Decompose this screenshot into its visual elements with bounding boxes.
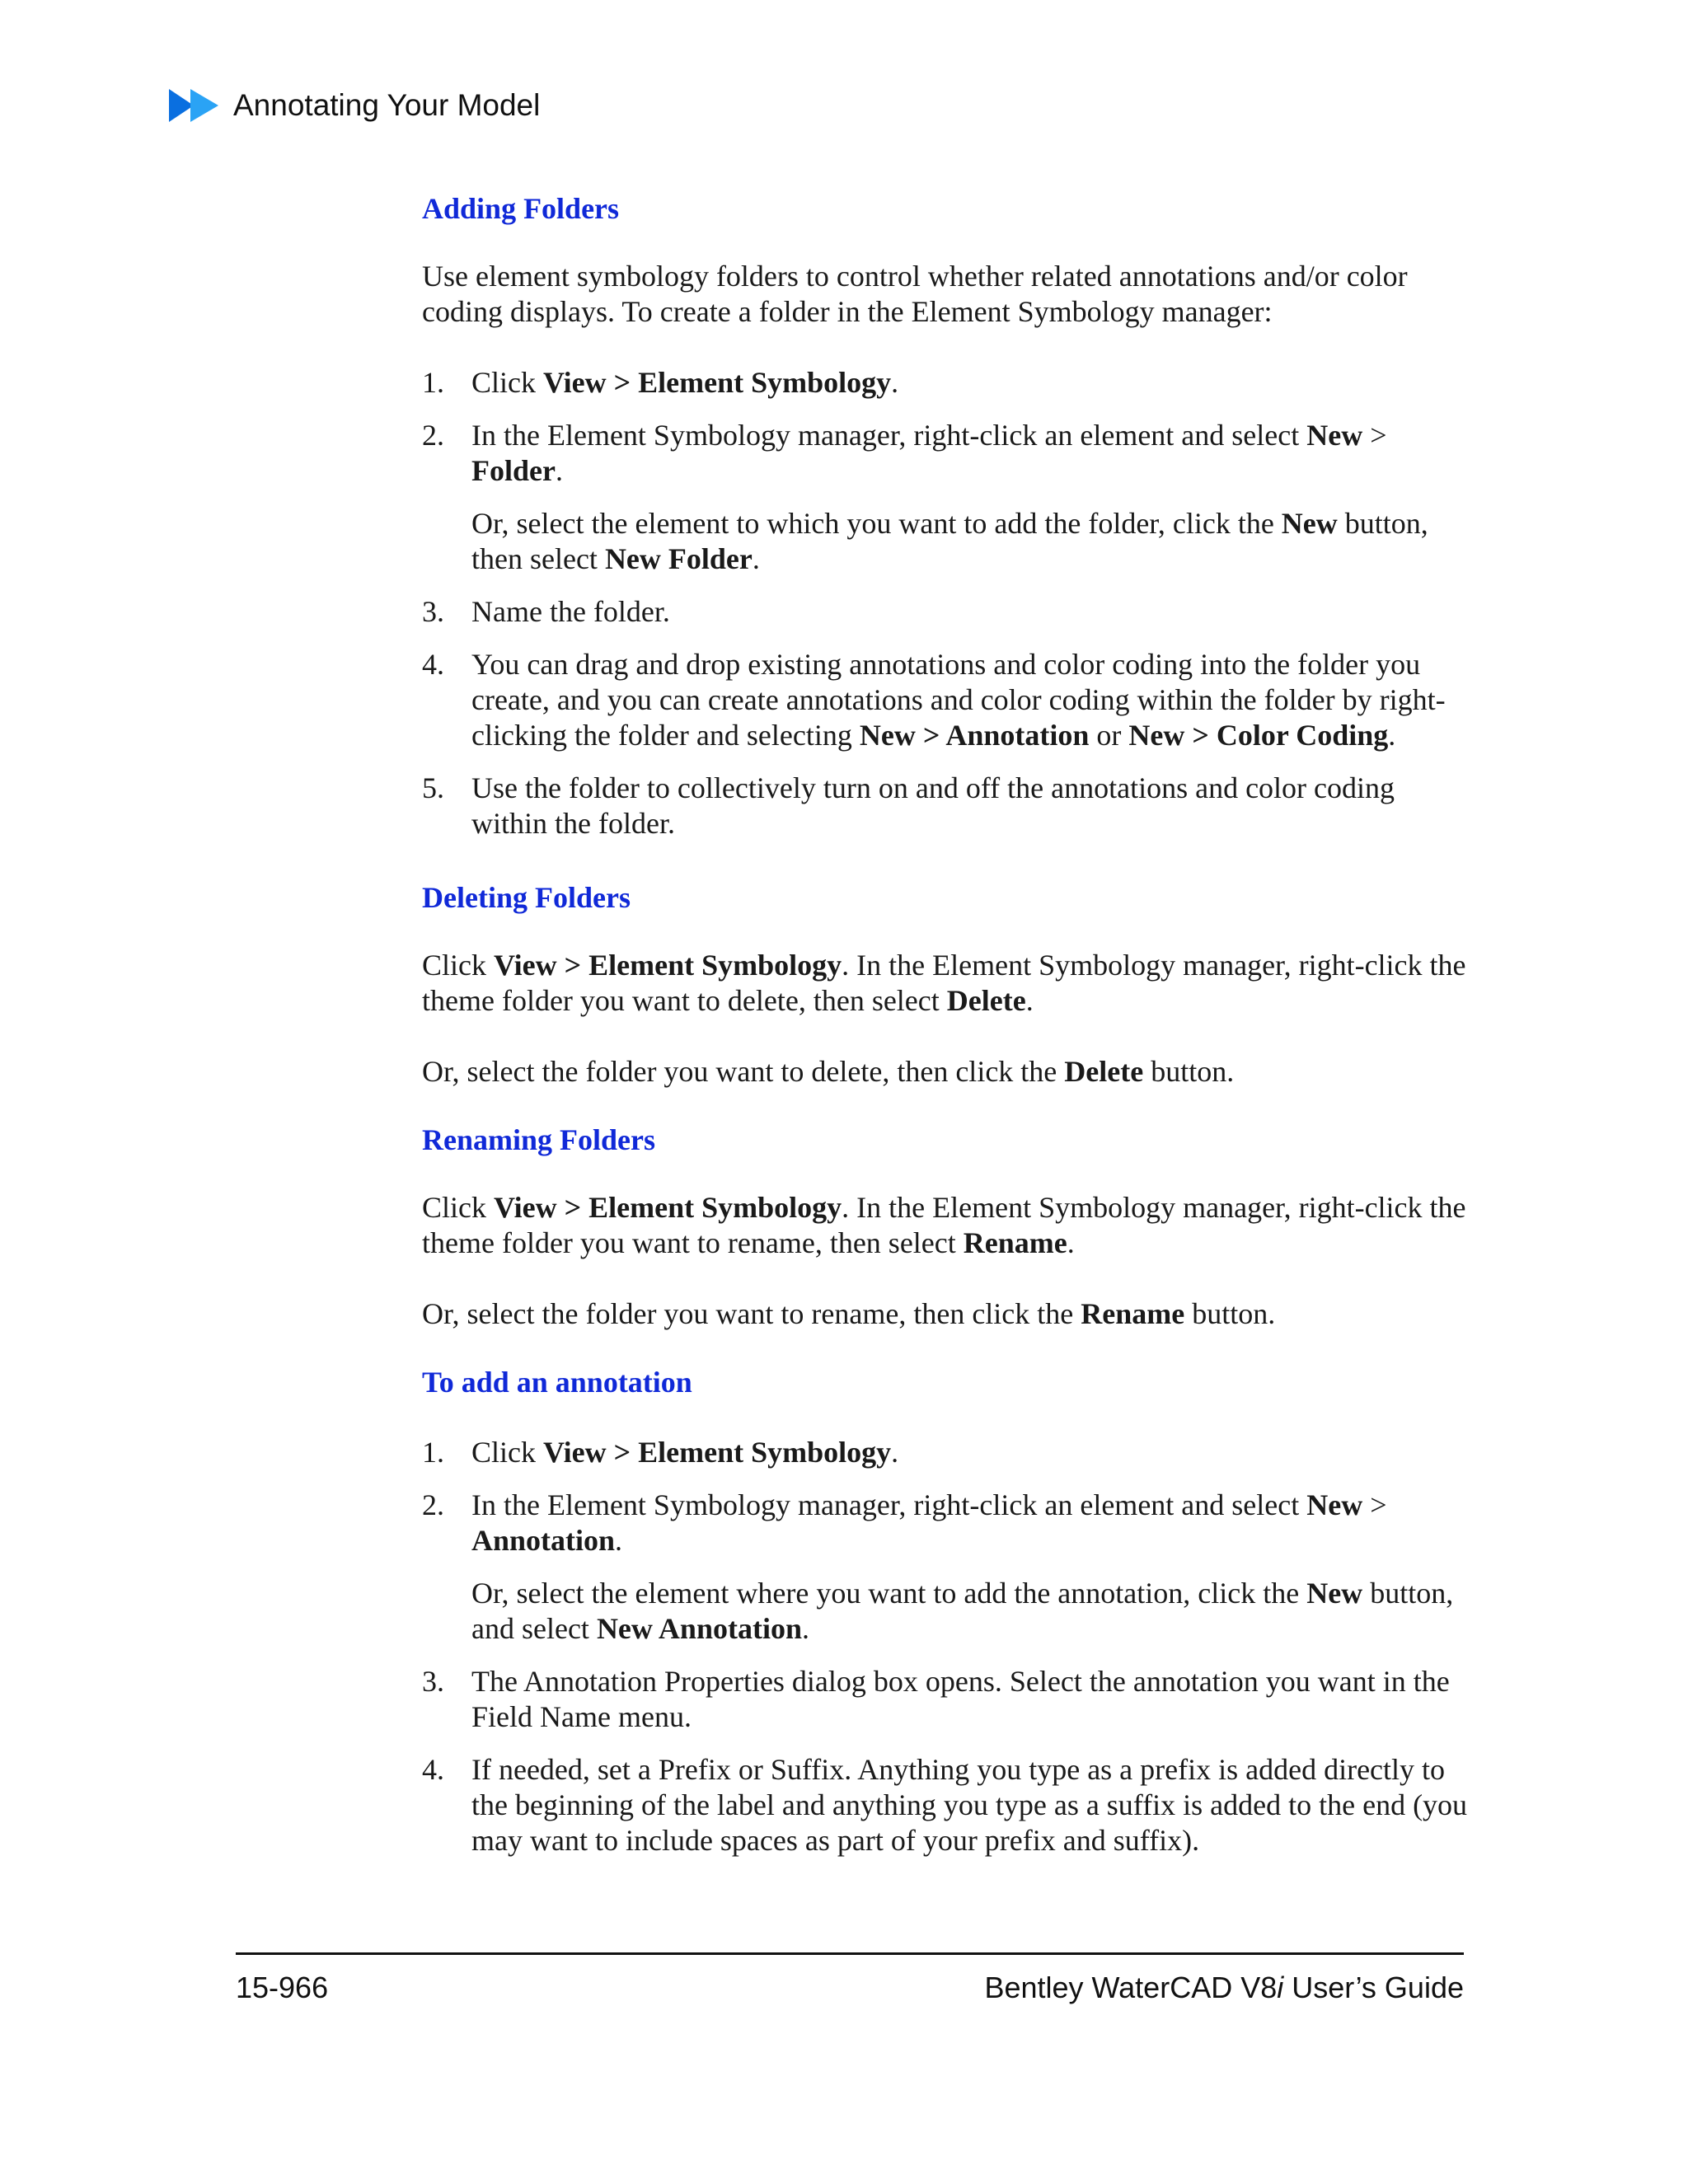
deleting-paragraph-1: Click View > Element Symbology. In the Element Symbology manager, right-click the theme folder you want to delete, then select Delete.	[422, 949, 1466, 1017]
chapter-title: Annotating Your Model	[233, 88, 541, 122]
page-number: 15-966	[236, 1971, 329, 2004]
step-text: Name the folder.	[471, 595, 670, 628]
heading-add-annotation: To add an annotation	[422, 1366, 692, 1399]
step-number: 2.	[422, 1488, 444, 1521]
step-number: 1.	[422, 366, 444, 399]
step-text: In the Element Symbology manager, right-click an element and select New > Annotation.	[471, 1488, 1387, 1557]
step-number: 4.	[422, 1753, 444, 1786]
step-text: Use the folder to collectively turn on and off the annotations and color coding within the folder.	[471, 771, 1395, 840]
step-number: 5.	[422, 771, 444, 804]
book-title: Bentley WaterCAD V8i User’s Guide	[984, 1971, 1464, 2004]
adding-step-2-alt: Or, select the element to which you want to add the folder, click the New button, then select New Folder.	[471, 507, 1428, 575]
step-text: In the Element Symbology manager, right-click an element and select New > Folder.	[471, 419, 1387, 487]
adding-intro: Use element symbology folders to control whether related annotations and/or color coding displays. To create a folder in the Element Symbology manager:	[422, 260, 1408, 328]
step-text: The Annotation Properties dialog box opens. Select the annotation you want in the Field Name menu.	[471, 1665, 1450, 1733]
heading-renaming-folders: Renaming Folders	[422, 1123, 655, 1156]
running-header	[169, 86, 540, 125]
step-number: 2.	[422, 419, 444, 452]
renaming-paragraph-2: Or, select the folder you want to rename, then click the Rename button.	[422, 1297, 1276, 1330]
step-text: If needed, set a Prefix or Suffix. Anything you type as a prefix is added directly to the beginning of the label and anything you type as a suffix is added to the end (you may want to include spaces as part of your prefix and suffix).	[471, 1753, 1468, 1857]
deleting-paragraph-2: Or, select the folder you want to delete, then click the Delete button.	[422, 1055, 1235, 1088]
step-number: 3.	[422, 595, 444, 628]
step-number: 3.	[422, 1665, 444, 1698]
step-number: 1.	[422, 1436, 444, 1469]
step-text: Click View > Element Symbology.	[471, 1436, 899, 1469]
step-text: Click View > Element Symbology.	[471, 366, 899, 399]
heading-adding-folders: Adding Folders	[422, 192, 620, 225]
step-number: 4.	[422, 648, 444, 681]
renaming-paragraph-1: Click View > Element Symbology. In the Element Symbology manager, right-click the theme folder you want to rename, then select Rename.	[422, 1191, 1466, 1259]
double-arrow-icon	[169, 87, 220, 124]
annotation-step-2-alt: Or, select the element where you want to add the annotation, click the New button, and select New Annotation.	[471, 1577, 1454, 1645]
footer-rule	[236, 1952, 1464, 1955]
heading-deleting-folders: Deleting Folders	[422, 881, 631, 914]
step-text: You can drag and drop existing annotations and color coding into the folder you create, and you can create annotations and color coding within the folder by right-clicking the folder and selecting New > Annotation or New > Color Coding.	[471, 648, 1446, 752]
